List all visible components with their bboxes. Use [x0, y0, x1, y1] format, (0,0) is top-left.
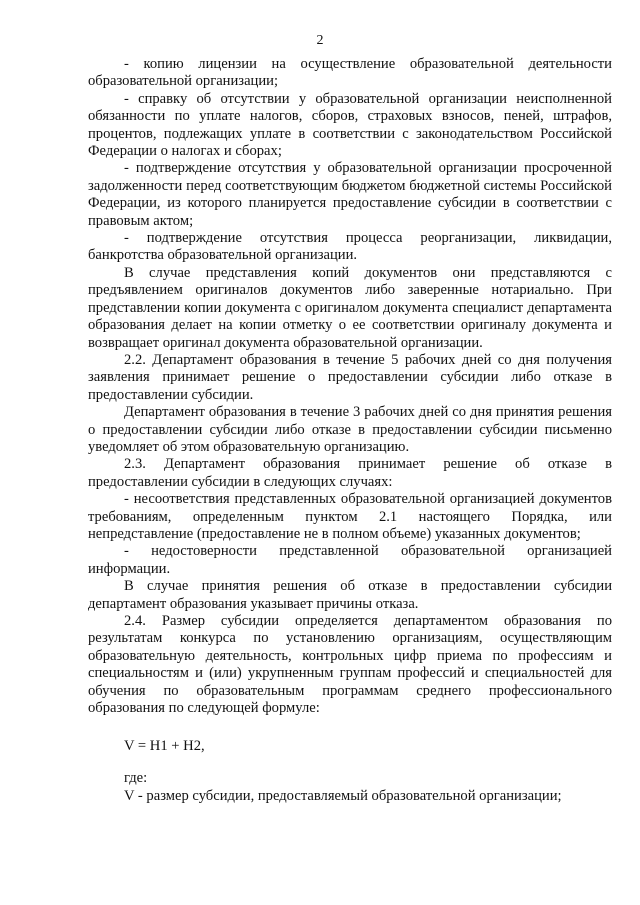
- paragraph-refusal-inaccuracy: - недостоверности представленной образовательной организацией информации.: [88, 543, 612, 577]
- definition-v: V - размер субсидии, предоставляемый образовательной организации;: [124, 788, 562, 804]
- paragraph-no-debt-confirmation: - подтверждение отсутствия у образовательной организации просроченной задолженности перед соответствующим бюджетом бюджетной системы Российской Федерации, из которого планируется предоставление субсидии в соответствии с правовым актом;: [88, 160, 612, 229]
- paragraph-2-2: 2.2. Департамент образования в течение 5 рабочих дней со дня получения заявления принимает решение о предоставлении субсидии либо отказе в предоставлении субсидии.: [88, 351, 612, 403]
- subsidy-formula: V = Н1 + Н2,: [124, 738, 205, 754]
- paragraph-copies-presentation: В случае представления копий документов они представляются с предъявлением оригиналов документов либо заверенные нотариально. При представлении копии документа с оригиналом документа специалист департамента образования делает на копии отметку о ее соответствии оригиналу документа и возвращает оригинал документа образовательной организации.: [88, 264, 612, 351]
- paragraph-refusal-nonconformity: - несоответствия представленных образовательной организацией документов требованиям, определенным пунктом 2.1 настоящего Порядка, или непредставление (предоставление не в полном объеме) указанных документов;: [88, 491, 612, 542]
- document-body: [88, 56, 612, 717]
- paragraph-license-copy: - копию лицензии на осуществление образовательной деятельности образовательной организации;: [88, 56, 612, 90]
- paragraph-refusal-reasons: В случае принятия решения об отказе в предоставлении субсидии департамент образования указывает причины отказа.: [88, 578, 612, 612]
- paragraph-2-3: 2.3. Департамент образования принимает решение об отказе в предоставлении субсидии в следующих случаях:: [88, 456, 612, 490]
- paragraph-notification: Департамент образования в течение 3 рабочих дней со дня принятия решения о предоставлении субсидии либо отказе в предоставлении субсидии письменно уведомляет об этом образовательную организацию.: [88, 404, 612, 455]
- paragraph-tax-certificate: - справку об отсутствии у образовательной организации неисполненной обязанности по уплате налогов, сборов, страховых взносов, пеней, штрафов, процентов, подлежащих уплате в соответствии с законодательством Российской Федерации о налогах и сборах;: [88, 90, 612, 160]
- paragraph-2-4: 2.4. Размер субсидии определяется департаментом образования по результатам конкурса по установлению организациям, осуществляющим образовательную деятельность, контрольных цифр приема по профессиям и специальностям и (или) укрупненным группам профессий и специальностей для обучения по образовательным программам среднего профессионального образования по следующей формуле:: [88, 613, 612, 717]
- page-number: 2: [316, 33, 324, 48]
- paragraph-no-reorganization: - подтверждение отсутствия процесса реорганизации, ликвидации, банкротства образовательной организации.: [88, 230, 612, 264]
- where-label: где:: [124, 770, 148, 786]
